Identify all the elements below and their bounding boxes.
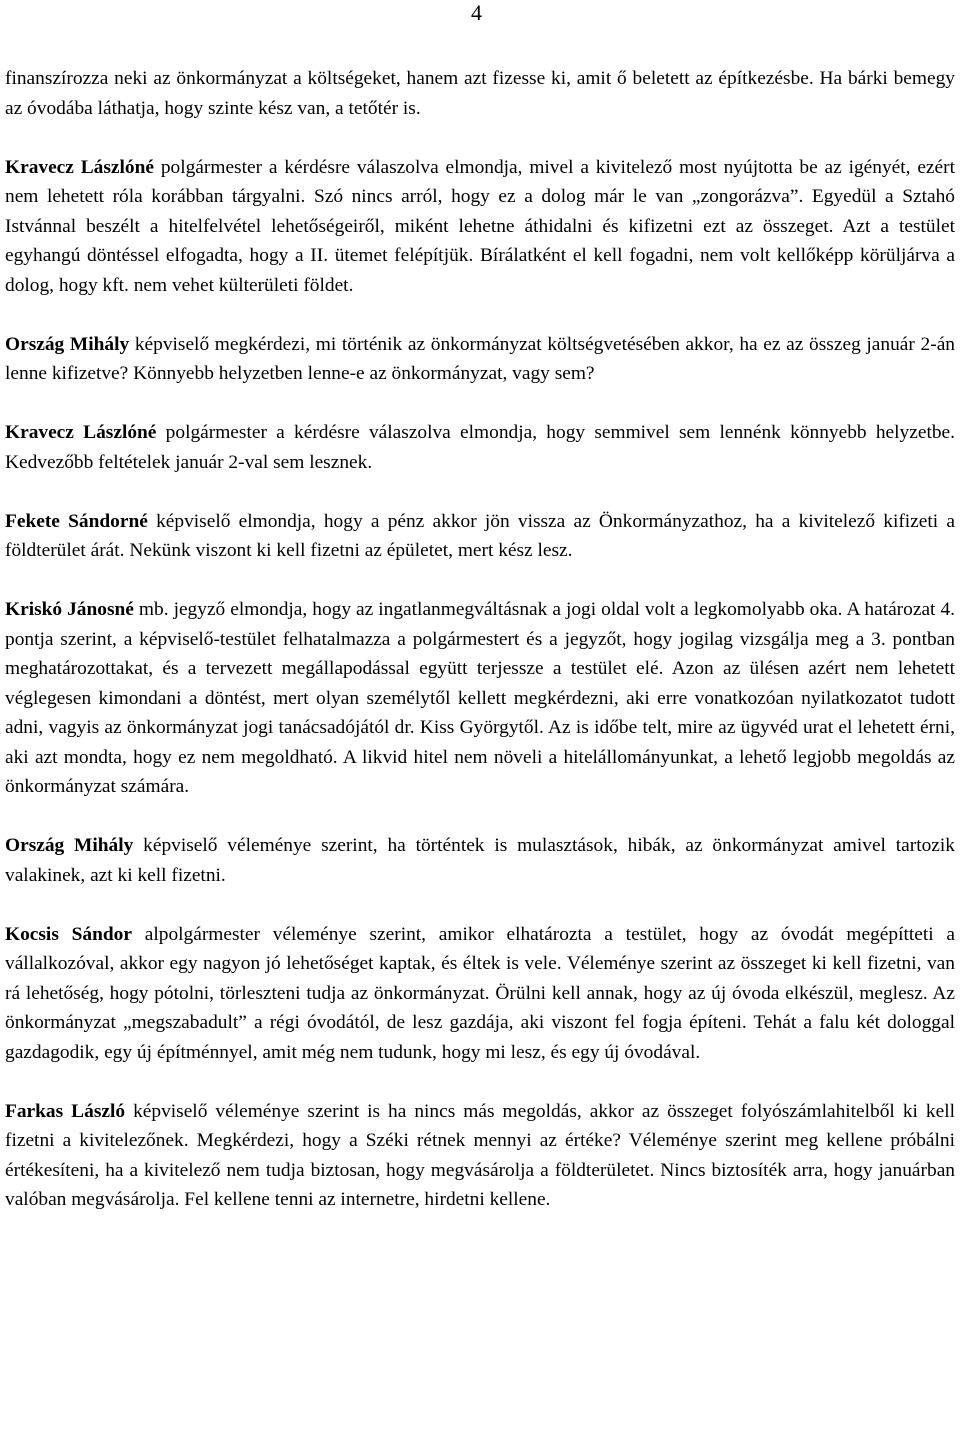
speaker-name: Kriskó Jánosné	[5, 599, 134, 620]
speaker-name: Ország Mihály	[5, 333, 130, 355]
speaker-name: Farkas László	[5, 1100, 126, 1122]
paragraph-kravecz-2	[5, 418, 955, 477]
paragraph-continuation	[5, 64, 955, 123]
paragraph-text: képviselő véleménye szerint, ha történtek is mulasztások, hibák, az önkormányzat amivel tartozik valakinek, azt ki kell fizetni.	[5, 835, 955, 886]
paragraph-text: alpolgármester véleménye szerint, amikor elhatározta a testület, hogy az óvodát megépítteti a vállalkozóval, akkor egy nagyon jó lehetőséget kaptak, és éltek is vele. Véleménye szerint az összeget ki kell fizetni, van rá lehetőség, hogy pótolni, törleszteni tudja az önkormányzat. Örülni kell annak, hogy az új óvoda elkészül, meglesz. Az önkormányzat „megszabadult” a régi óvodától, de lesz gazdája, aki viszont fel fogja építeni. Tehát a falu két dologgal gazdagodik, egy új építménnyel, amit még nem tudunk, hogy mi lesz, és egy új óvodával.	[5, 923, 955, 1063]
document-body	[5, 64, 955, 1244]
paragraph-text: képviselő megkérdezi, mi történik az önkormányzat költségvetésében akkor, ha ez az összeg január 2-án lenne kifizetve? Könnyebb helyzetben lenne-e az önkormányzat, vagy sem?	[5, 333, 955, 384]
paragraph-text: polgármester a kérdésre válaszolva elmondja, hogy semmivel sem lennénk könnyebb helyzetbe. Kedvezőbb feltételek január 2-val sem lesznek.	[5, 422, 955, 473]
paragraph-text: finanszírozza neki az önkormányzat a költségeket, hanem azt fizesse ki, amit ő beletett az építkezésbe. Ha bárki bemegy az óvodába láthatja, hogy szinte kész van, a tetőtér is.	[5, 68, 955, 119]
paragraph-farkas	[5, 1097, 955, 1215]
speaker-name: Kravecz Lászlóné	[5, 422, 157, 443]
speaker-name: Kocsis Sándor	[5, 923, 132, 945]
speaker-name: Fekete Sándorné	[5, 510, 148, 532]
paragraph-orszag-2	[5, 831, 955, 890]
paragraph-krisko	[5, 595, 955, 802]
paragraph-orszag-1	[5, 330, 955, 389]
paragraph-text: polgármester a kérdésre válaszolva elmondja, mivel a kivitelező most nyújtotta be az igényét, ezért nem lehetett róla korábban tárgyalni. Szó nincs arról, hogy ez a dolog már le van „zongorázva”. Egyedül a Sztahó Istvánnal beszélt a hitelfelvétel lehetőségeiről, miként lehetne áthidalni és kifizetni ezt az összeget. Azt a testület egyhangú döntéssel elfogadta, hogy a II. ütemet felépítjük. Bírálatként el kell fogadni, nem volt kellőképp körüljárva a dolog, hogy kft. nem vehet külterületi földet.	[5, 156, 955, 296]
paragraph-kocsis	[5, 920, 955, 1068]
page-number: 4	[471, 0, 482, 25]
speaker-name: Kravecz Lászlóné	[5, 156, 154, 178]
paragraph-text: képviselő elmondja, hogy a pénz akkor jön vissza az Önkormányzathoz, ha a kivitelező kifizeti a földterület árát. Nekünk viszont ki kell fizetni az épületet, mert kész lesz.	[5, 510, 955, 561]
paragraph-fekete	[5, 507, 955, 566]
paragraph-kravecz-1	[5, 153, 955, 301]
paragraph-text: mb. jegyző elmondja, hogy az ingatlanmegváltásnak a jogi oldal volt a legkomolyabb oka. A határozat 4. pontja szerint, a képviselő-testület felhatalmazza a polgármestert és a jegyzőt, hogy jogilag vizsgálja meg a 3. pontban meghatározottakat, és a tervezett megállapodással együtt terjessze a testület elé. Azon az ülésen azért nem lehetett véglegesen kimondani a döntést, mert olyan személytől kellett megkérdezni, aki erre vonatkozóan nyilatkozatot tudott adni, vagyis az önkormányzat jogi tanácsadójától dr. Kiss Györgytől. Az is időbe telt, mire az ügyvéd urat el lehetett érni, aki azt mondta, hogy ez nem megoldható. A likvid hitel nem növeli a hitelállományunkat, a lehető legjobb megoldás az önkormányzat számára.	[5, 599, 955, 797]
speaker-name: Ország Mihály	[5, 835, 134, 856]
paragraph-text: képviselő véleménye szerint is ha nincs más megoldás, akkor az összeget folyószámlahitelből ki kell fizetni a kivitelezőnek. Megkérdezi, hogy a Széki rétnek mennyi az értéke? Véleménye szerint meg kellene próbálni értékesíteni, ha a kivitelező nem tudja biztosan, hogy megvásárolja a földterületet. Nincs biztosíték arra, hogy januárban valóban megvásárolja. Fel kellene tenni az internetre, hirdetni kellene.	[5, 1100, 955, 1210]
